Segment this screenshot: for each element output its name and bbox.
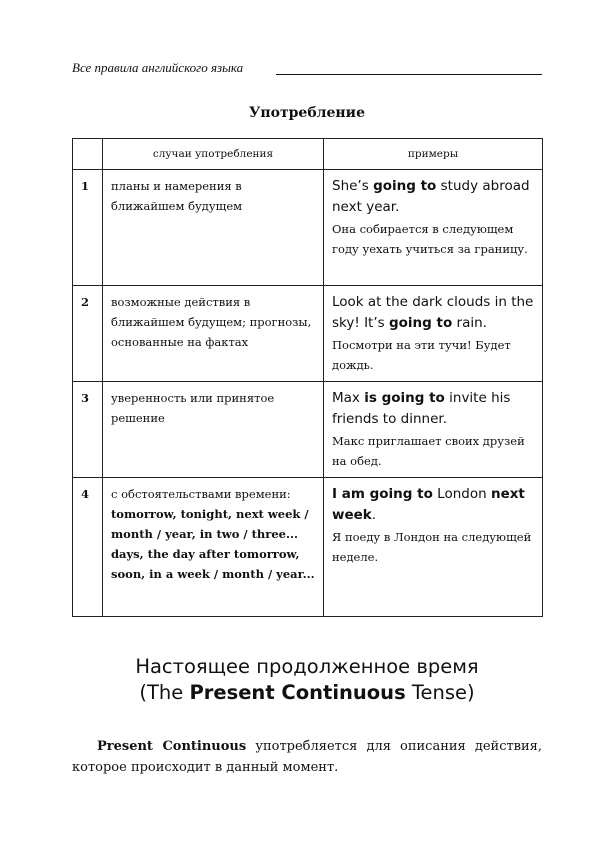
example-text: study abroad next year. <box>332 178 530 215</box>
chapter-title <box>72 654 542 706</box>
table-header-row <box>73 139 543 170</box>
row-case: возможные действия в ближайшем будущем; прогнозы, основанные на фактах <box>103 286 324 382</box>
example-english <box>332 176 534 218</box>
example-text: rain. <box>452 315 487 331</box>
title-text: (The <box>139 681 190 704</box>
example-english <box>332 388 534 430</box>
title-keyword: Present Continuous <box>189 681 406 704</box>
header-examples: примеры <box>324 139 543 170</box>
running-head-rule <box>276 74 542 75</box>
example-english <box>332 484 534 526</box>
running-head <box>72 60 542 82</box>
intro-term: Present Continuous <box>97 739 247 754</box>
row-number: 3 <box>73 382 103 478</box>
usage-table <box>72 138 543 617</box>
row-examples <box>324 286 543 382</box>
example-russian: Я поеду в Лондон на следующей неделе. <box>332 530 532 564</box>
example-russian: Посмотри на эти тучи! Будет дождь. <box>332 338 511 372</box>
title-text: Tense) <box>405 681 475 704</box>
example-english <box>332 292 534 334</box>
row-case: планы и намерения в ближайшем будущем <box>103 170 324 286</box>
row-number: 2 <box>73 286 103 382</box>
case-prefix: с обстоятельствами времени: <box>111 487 291 501</box>
example-keyword: going to <box>388 315 453 331</box>
running-head-text: Все правила английского языка <box>72 60 244 75</box>
intro-paragraph <box>72 736 542 778</box>
example-text: invite his friends to dinner. <box>332 390 511 427</box>
row-examples <box>324 478 543 617</box>
header-case: случаи употребления <box>103 139 324 170</box>
example-text: . <box>371 507 377 523</box>
row-case <box>103 478 324 617</box>
chapter-title-russian: Настоящее продолженное время <box>135 655 479 678</box>
row-case: уверенность или принятое решение <box>103 382 324 478</box>
example-keyword: going to <box>373 178 437 194</box>
section-heading: Употребление <box>249 105 365 121</box>
table-row <box>73 382 543 478</box>
row-number: 4 <box>73 478 103 617</box>
example-keyword: next week <box>332 486 525 523</box>
example-keyword: is going to <box>364 390 445 406</box>
example-keyword: I am going to <box>332 486 433 502</box>
table-row <box>73 170 543 286</box>
header-number <box>73 139 103 170</box>
table-row <box>73 478 543 617</box>
row-examples <box>324 382 543 478</box>
example-text: Max <box>332 390 365 406</box>
table-row <box>73 286 543 382</box>
row-examples <box>324 170 543 286</box>
example-russian: Она собирается в следующем году уехать учиться за границу. <box>332 222 528 256</box>
chapter-title-english <box>72 680 542 706</box>
example-text: She’s <box>332 178 374 194</box>
intro-text: употребляется для описания действия, которое происходит в данный момент. <box>72 739 542 775</box>
example-text: London <box>432 486 491 502</box>
case-time-expressions: tomorrow, tonight, next week / month / year, in two / three... days, the day after tomorrow, soon, in a week / month / year... <box>111 507 315 581</box>
example-text: Look at the dark clouds in the sky! It’s <box>332 294 534 331</box>
row-number: 1 <box>73 170 103 286</box>
example-russian: Макс приглашает своих друзей на обед. <box>332 434 525 468</box>
